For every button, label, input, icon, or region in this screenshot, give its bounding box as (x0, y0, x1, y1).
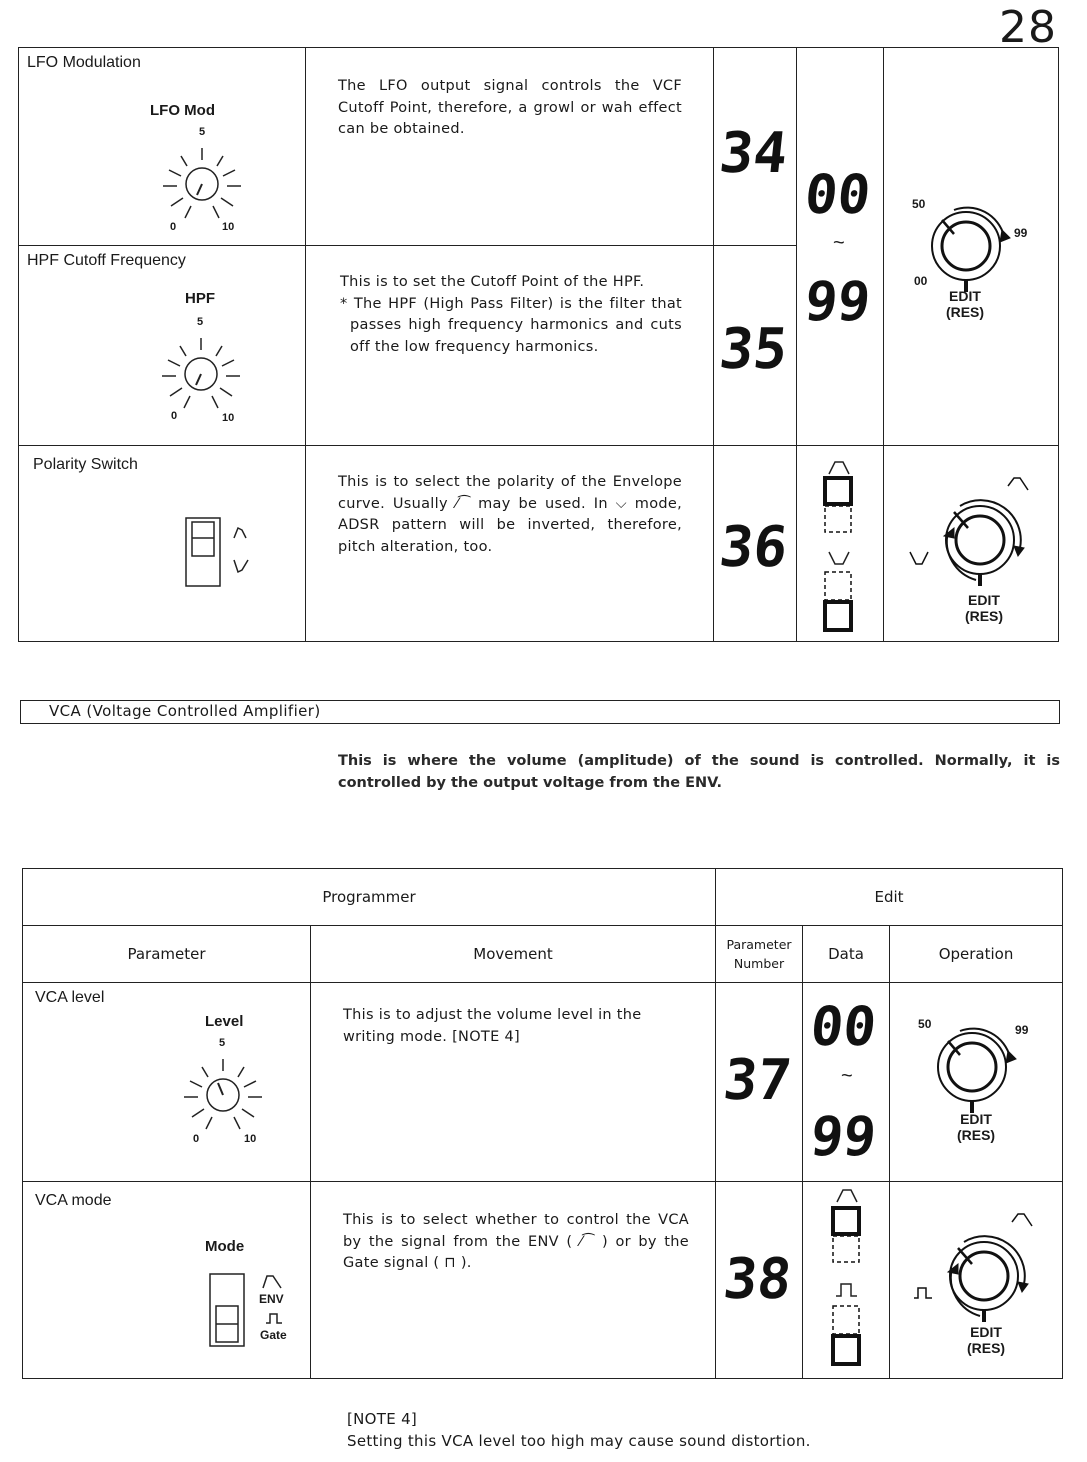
dial-mid-label: 50 (912, 197, 926, 211)
header-edit: Edit (716, 869, 1063, 926)
edit-button-label (954, 592, 1014, 624)
edit-button-label (946, 1111, 1006, 1143)
seven-segment-readout: 00 (807, 995, 880, 1058)
seven-segment-display (823, 1304, 875, 1370)
header-programmer: Programmer (23, 869, 716, 926)
edit-label: EDIT (970, 1324, 1002, 1340)
header-line: Number (733, 956, 785, 971)
vcf-parameter-table (18, 47, 1059, 642)
range-tilde: ~ (833, 232, 845, 254)
movement-text: This is to select whether to control the VCA by the signal from the ENV ( ⁄⁀ ) or by the Gate signal ( ⊓ ). (343, 1212, 689, 1271)
operation-cell (884, 48, 1059, 446)
seven-segment-display (716, 316, 792, 382)
column-header-parameter: Parameter (23, 926, 311, 983)
edit-label: EDIT (949, 288, 981, 304)
table-row (23, 1182, 1063, 1379)
vca-parameter-table (22, 868, 1063, 1379)
parameter-number-cell (714, 48, 797, 246)
knob-tick-min: 0 (193, 1133, 200, 1145)
dial-max-label: 99 (1015, 1023, 1029, 1037)
parameter-cell (23, 983, 311, 1182)
data-cell (797, 48, 884, 446)
table-row (19, 48, 1059, 246)
parameter-cell (23, 1182, 311, 1379)
rotary-knob-icon[interactable] (178, 1051, 268, 1131)
knob-label: HPF (185, 290, 215, 307)
mode-switch-icon[interactable] (208, 1272, 248, 1348)
seven-segment-readout: 37 (720, 1048, 795, 1113)
knob-tick-mid: 5 (219, 1037, 226, 1049)
seven-segment-display (807, 993, 885, 1058)
edit-button-label (940, 288, 990, 320)
seven-segment-display (716, 514, 792, 580)
parameter-cell (19, 246, 306, 446)
data-cell (797, 446, 884, 642)
polarity-switch-icon[interactable] (184, 516, 274, 588)
operation-cell (890, 1182, 1063, 1379)
table-row (23, 983, 1063, 1182)
operation-cell (890, 983, 1063, 1182)
column-header-operation: Operation (890, 926, 1063, 983)
seven-segment-readout: 34 (716, 121, 791, 186)
table-header-row (23, 869, 1063, 926)
header-line: Parameter (726, 937, 792, 952)
knob-tick-mid: 5 (197, 316, 204, 328)
rotary-knob-icon[interactable] (157, 140, 247, 220)
page-number: 28 (999, 2, 1057, 53)
movement-cell (311, 1182, 716, 1379)
column-header-parameter-number (716, 926, 803, 983)
parameter-name: VCA mode (35, 1192, 112, 1209)
envelope-icon (835, 1186, 865, 1204)
dial-min-label: 00 (914, 274, 928, 288)
note-block (347, 1408, 811, 1452)
knob-tick-max: 10 (222, 221, 235, 233)
knob-tick-min: 0 (170, 221, 177, 233)
section-intro: This is where the volume (amplitude) of the sound is controlled. Normally, it is controlled by the output voltage from the ENV. (338, 753, 1060, 791)
seven-segment-readout: 99 (801, 270, 874, 333)
knob-label: Mode (205, 1238, 245, 1255)
movement-text: This is to adjust the volume level in the writing mode. [NOTE 4] (343, 1007, 642, 1045)
segment-value: 0 (815, 570, 816, 571)
movement-text: This is to select the polarity of the Envelope curve. Usually ⁄⁀ may be used. In ⌵ mode, ADSR pattern will be inverted, therefore, pitch alteration, too. (338, 474, 682, 555)
switch-gate-label: Gate (260, 1328, 287, 1342)
res-label: (RES) (964, 608, 1004, 624)
table-row (19, 446, 1059, 642)
parameter-number-cell (716, 1182, 803, 1379)
knob-tick-min: 0 (171, 410, 178, 422)
knob-tick-max: 10 (222, 412, 235, 424)
data-cell (803, 1182, 890, 1379)
seven-segment-readout: 36 (716, 515, 791, 580)
seven-segment-readout: 35 (716, 317, 791, 382)
parameter-number-cell (716, 983, 803, 1182)
res-label: (RES) (945, 304, 985, 320)
range-tilde: ~ (841, 1065, 853, 1087)
note-title: [NOTE 4] (347, 1410, 418, 1428)
gate-icon (835, 1282, 859, 1298)
parameter-name: Polarity Switch (33, 456, 138, 473)
seven-segment-readout: 38 (720, 1247, 795, 1312)
seven-segment-readout: 99 (807, 1105, 880, 1168)
parameter-number-cell (714, 246, 797, 446)
segment-value: 0 (815, 476, 816, 477)
seven-segment-display (807, 1103, 885, 1168)
polarity-dial-icon[interactable] (908, 476, 1048, 606)
edit-label: EDIT (968, 592, 1000, 608)
parameter-cell (19, 446, 306, 642)
section-title-vca: VCA (Voltage Controlled Amplifier) (20, 700, 1060, 724)
gate-icon (265, 1312, 283, 1324)
knob-label: Level (205, 1013, 244, 1030)
movement-text: The LFO output signal controls the VCF Cutoff Point, therefore, a growl or wah effect can be obtained. (338, 78, 682, 137)
column-header-data: Data (803, 926, 890, 983)
knob-label: LFO Mod (150, 102, 215, 119)
movement-cell (306, 246, 714, 446)
movement-cell (306, 48, 714, 246)
seven-segment-display (815, 570, 867, 636)
seven-segment-display (801, 270, 879, 333)
mode-dial-icon[interactable] (912, 1212, 1052, 1342)
edit-label: EDIT (960, 1111, 992, 1127)
envelope-normal-icon (827, 458, 857, 476)
envelope-icon (261, 1272, 283, 1290)
movement-cell (306, 446, 714, 642)
seven-segment-display (720, 1047, 796, 1113)
seven-segment-readout: 00 (801, 163, 874, 226)
edit-dial-icon[interactable] (924, 208, 1024, 298)
knob-tick-max: 10 (244, 1133, 257, 1145)
seven-segment-display (823, 1206, 875, 1266)
parameter-name: LFO Modulation (27, 54, 141, 71)
dial-max-label: 99 (1014, 226, 1028, 240)
data-cell (803, 983, 890, 1182)
movement-text: This is to set the Cutoff Point of the HPF. (340, 274, 645, 290)
parameter-name: HPF Cutoff Frequency (27, 252, 186, 269)
seven-segment-display (716, 120, 792, 186)
seven-segment-display (815, 476, 867, 536)
envelope-inverted-icon (827, 550, 857, 568)
edit-button-label (956, 1324, 1016, 1356)
seven-segment-display (801, 163, 879, 226)
seven-segment-display (720, 1246, 796, 1312)
edit-dial-icon[interactable] (930, 1029, 1030, 1119)
parameter-name: VCA level (35, 989, 105, 1006)
operation-cell (884, 446, 1059, 642)
res-label: (RES) (956, 1127, 996, 1143)
movement-footnote: * The HPF (High Pass Filter) is the filter that passes high frequency harmonics and cuts off the low frequency harmonics. (340, 295, 682, 355)
movement-cell (311, 983, 716, 1182)
dial-mid-label: 50 (918, 1017, 932, 1031)
switch-env-label: ENV (259, 1292, 284, 1306)
table-subheader-row (23, 926, 1063, 983)
knob-tick-mid: 5 (199, 126, 206, 138)
note-text: Setting this VCA level too high may cause sound distortion. (347, 1432, 811, 1450)
rotary-knob-icon[interactable] (156, 330, 246, 410)
parameter-cell (19, 48, 306, 246)
res-label: (RES) (966, 1340, 1006, 1356)
column-header-movement: Movement (311, 926, 716, 983)
parameter-number-cell (714, 446, 797, 642)
